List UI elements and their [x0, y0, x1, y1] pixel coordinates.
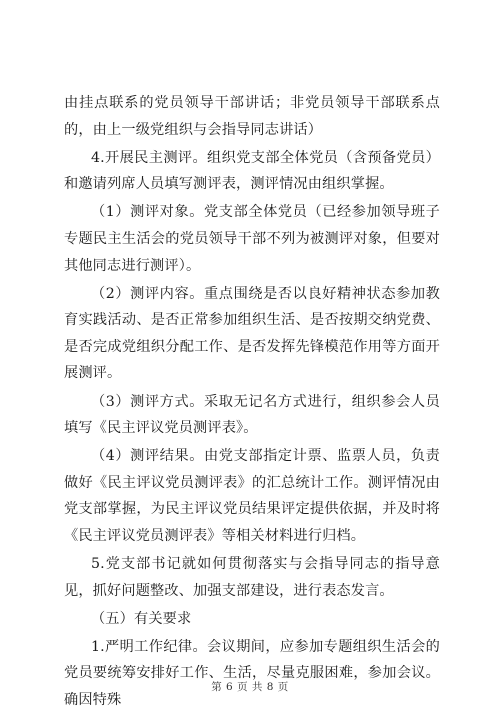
- paragraph-7: 5.党支部书记就如何贯彻落实与会指导同志的指导意见，抓好问题整改、加强支部建设，进行表态发言。: [64, 556, 440, 599]
- paragraph-6: （4）测评结果。由党支部指定计票、监票人员，负责做好《民主评议党员测评表》的汇总统计工作。测评情况由党支部掌握，为民主评议党员结果评定提供依据，并及时将《民主评议党员测评表》等相关材料进行归档。: [64, 448, 440, 544]
- section-heading: （五）有关要求: [90, 610, 192, 627]
- paragraph-3: （1）测评对象。党支部全体党员（已经参加领导班子专题民主生活会的党员领导干部不列为被测评对象，但要对其他同志进行测评）。: [64, 204, 440, 274]
- paragraph-2: 4.开展民主测评。组织党支部全体党员（含预备党员）和邀请列席人员填写测评表，测评情况由组织掌握。: [64, 149, 440, 193]
- paragraph-5: （3）测评方式。采取无记名方式进行，组织参会人员填写《民主评议党员测评表》。: [64, 393, 440, 437]
- paragraph-4: （2）测评内容。重点围绕是否以良好精神状态参加教育实践活动、是否正常参加组织生活、是否按期交纳党费、是否完成党组织分配工作、是否发挥先锋模范作用等方面开展测评。: [64, 285, 440, 382]
- paragraph-8: 1.严明工作纪律。会议期间，应参加专题组织生活会的党员要统筹安排好工作、生活，尽量克服困难，参加会议。确因特殊: [64, 638, 440, 709]
- document-body: [64, 90, 440, 715]
- paragraph-1: 由挂点联系的党员领导干部讲话；非党员领导干部联系点的，由上一级党组织与会指导同志讲话）: [64, 95, 440, 138]
- page-number-footer: 第 6 页 共 8 页: [211, 681, 289, 693]
